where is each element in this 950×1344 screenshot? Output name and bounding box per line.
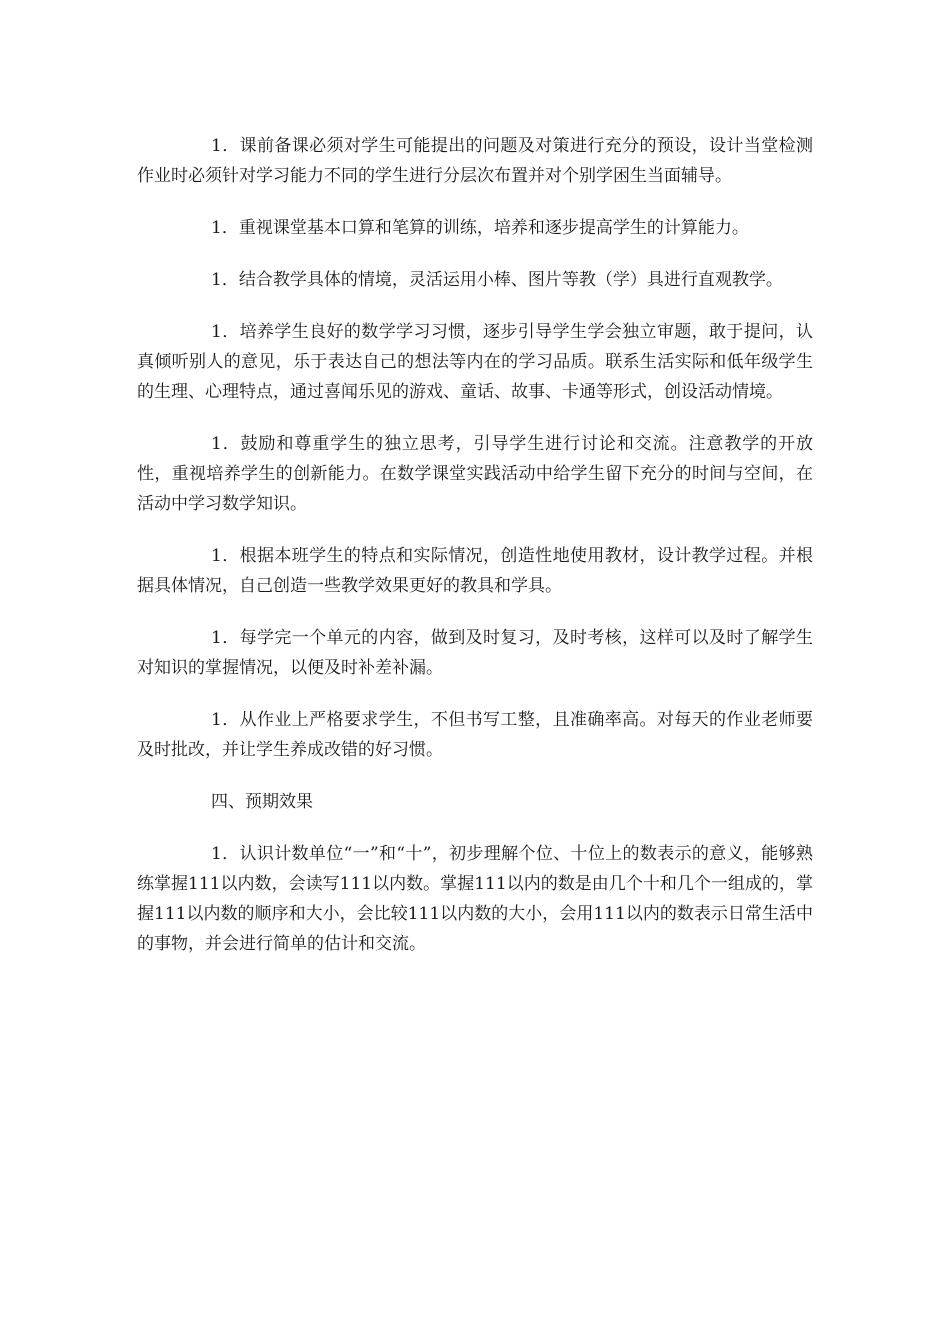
paragraph-independent-thinking: 1．鼓励和尊重学生的独立思考，引导学生进行讨论和交流。注意教学的开放性，重视培养学生的创新能力。在数学课堂实践活动中给学生留下充分的时间与空间，在活动中学习数学知识。 [137, 434, 813, 514]
paragraph-creative-materials: 1．根据本班学生的特点和实际情况，创造性地使用教材，设计教学过程。并根据具体情况，自己创造一些教学效果更好的教具和学具。 [137, 546, 813, 596]
paragraph-visual-teaching: 1．结合教学具体的情境，灵活运用小棒、图片等教（学）具进行直观教学。 [211, 270, 783, 290]
document-body [137, 131, 813, 981]
paragraph-unit-review: 1．每学完一个单元的内容，做到及时复习，及时考核，这样可以及时了解学生对知识的掌握情况，以便及时补差补漏。 [137, 628, 813, 678]
paragraph-calculation-training: 1．重视课堂基本口算和笔算的训练，培养和逐步提高学生的计算能力。 [211, 218, 749, 238]
paragraph-counting-units: 1．认识计数单位“一”和“十”，初步理解个位、十位上的数表示的意义，能够熟练掌握111以内数，会读写111以内数。掌握111以内的数是由几个十和几个一组成的，掌握111以内数的顺序和大小，会比较111以内数的大小，会用111以内的数表示日常生活中的事物，并会进行简单的估计和交流。 [137, 844, 813, 954]
paragraph-lesson-prep: 1．课前备课必须对学生可能提出的问题及对策进行充分的预设，设计当堂检测作业时必须针对学习能力不同的学生进行分层次布置并对个别学困生当面辅导。 [137, 136, 813, 186]
paragraph-study-habits: 1．培养学生良好的数学学习习惯，逐步引导学生学会独立审题，敢于提问，认真倾听别人的意见，乐于表达自己的想法等内在的学习品质。联系生活实际和低年级学生的生理、心理特点，通过喜闻乐见的游戏、童话、故事、卡通等形式，创设活动情境。 [137, 322, 813, 402]
paragraph-homework: 1．从作业上严格要求学生，不但书写工整，且准确率高。对每天的作业老师要及时批改，并让学生养成改错的好习惯。 [137, 710, 813, 760]
section-heading-expected-results: 四、预期效果 [211, 792, 313, 812]
